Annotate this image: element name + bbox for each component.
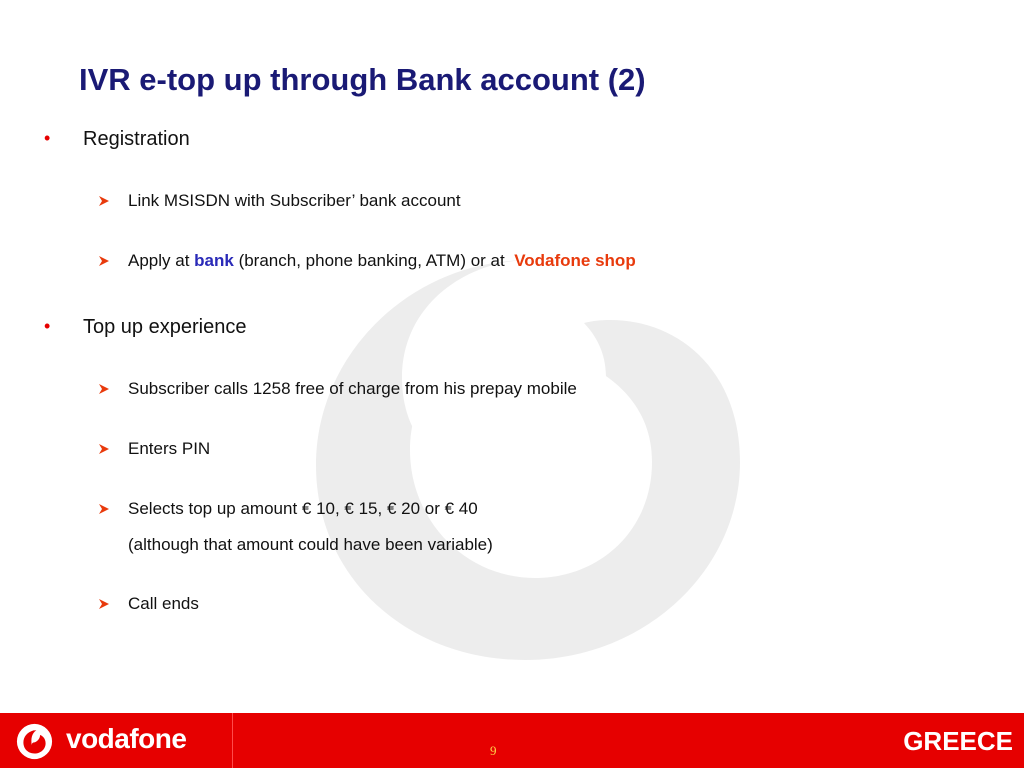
- bullet-label: Registration: [83, 128, 190, 150]
- sub-item-label: Subscriber calls 1258 free of charge from his prepay mobile: [128, 379, 577, 398]
- apply-middle: (branch, phone banking, ATM) or at: [233, 251, 515, 270]
- arrow-bullet-icon: [98, 383, 110, 395]
- arrow-bullet-icon: [98, 443, 110, 455]
- vodafone-speechmark-watermark-icon: [300, 240, 760, 680]
- sub-item-label: Selects top up amount € 10, € 15, € 20 or € 40: [128, 499, 478, 518]
- bank-highlight: bank: [194, 251, 234, 270]
- footer-bar: [0, 713, 1024, 768]
- vodafone-logo-icon: [16, 723, 53, 760]
- page-number: 9: [490, 743, 497, 758]
- arrow-bullet-icon: [98, 598, 110, 610]
- region-label: GREECE: [903, 726, 1013, 756]
- sub-item-label: Enters PIN: [128, 439, 211, 458]
- vodafone-shop-highlight: Vodafone shop: [514, 251, 636, 270]
- apply-prefix: Apply at: [128, 251, 195, 270]
- sub-item-label: [128, 251, 636, 271]
- arrow-bullet-icon: [98, 255, 110, 267]
- sub-item-label: Link MSISDN with Subscriber’ bank account: [128, 191, 461, 210]
- arrow-bullet-icon: [98, 503, 110, 515]
- page-title: IVR e-top up through Bank account (2): [79, 62, 646, 97]
- brand-area: [0, 713, 233, 768]
- sub-item-note: (although that amount could have been variable): [128, 535, 493, 554]
- brand-wordmark: vodafone: [66, 723, 187, 754]
- sub-item-label: Call ends: [128, 594, 199, 613]
- bullet-dot-icon: •: [44, 316, 51, 336]
- bullet-label: Top up experience: [83, 316, 247, 338]
- bullet-dot-icon: •: [44, 128, 51, 148]
- arrow-bullet-icon: [98, 195, 110, 207]
